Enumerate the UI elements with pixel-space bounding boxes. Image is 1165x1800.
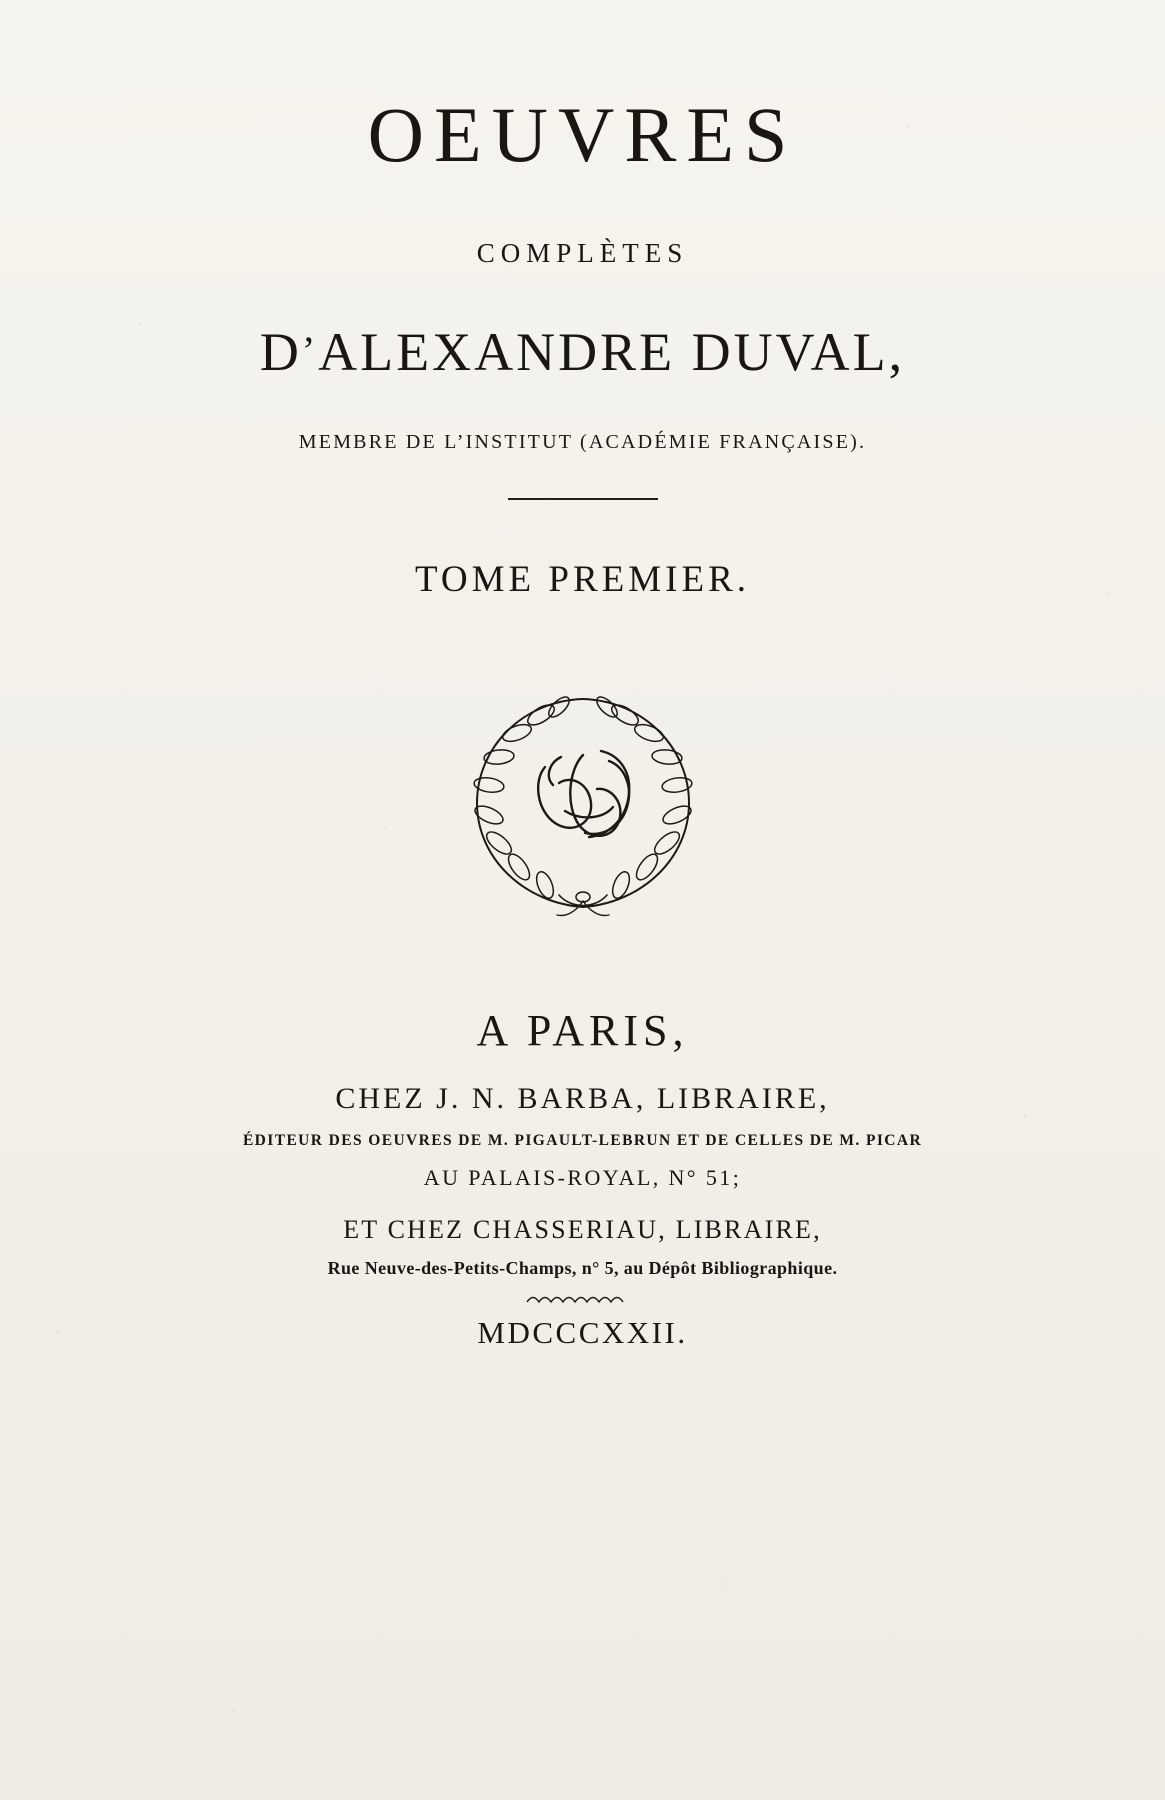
title-subtitle: COMPLÈTES (476, 238, 689, 268)
volume-label: TOME PREMIER. (414, 559, 750, 600)
imprint-block (0, 1005, 1165, 1351)
author-name: ALEXANDRE DUVAL, (318, 322, 906, 382)
imprint-address: AU PALAIS-ROYAL, N° 51; (423, 1165, 742, 1190)
author-line (260, 321, 905, 383)
author-prefix: D (259, 322, 302, 382)
imprint-second-publisher: ET CHEZ CHASSERIAU, LIBRAIRE, (343, 1215, 822, 1244)
divider-rule (508, 498, 658, 500)
imprint-year: MDCCCXXII. (477, 1315, 688, 1350)
imprint-city: A PARIS, (476, 1006, 689, 1055)
squiggle-ornament-icon (0, 1291, 1165, 1307)
imprint-second-address: Rue Neuve-des-Petits-Champs, n° 5, au Dépôt Bibliographique. (327, 1258, 838, 1278)
laurel-wreath-monogram-emblem (433, 671, 733, 931)
author-affiliation: MEMBRE DE L’INSTITUT (ACADÉMIE FRANÇAISE). (298, 431, 867, 453)
page-title: OEUVRES (367, 91, 798, 178)
author-apostrophe: ’ (301, 328, 319, 373)
imprint-publisher-note: ÉDITEUR DES OEUVRES DE M. PIGAULT-LEBRUN ET DE CELLES DE M. PICAR (242, 1132, 923, 1149)
imprint-publisher: CHEZ J. N. BARBA, LIBRAIRE, (335, 1082, 830, 1115)
